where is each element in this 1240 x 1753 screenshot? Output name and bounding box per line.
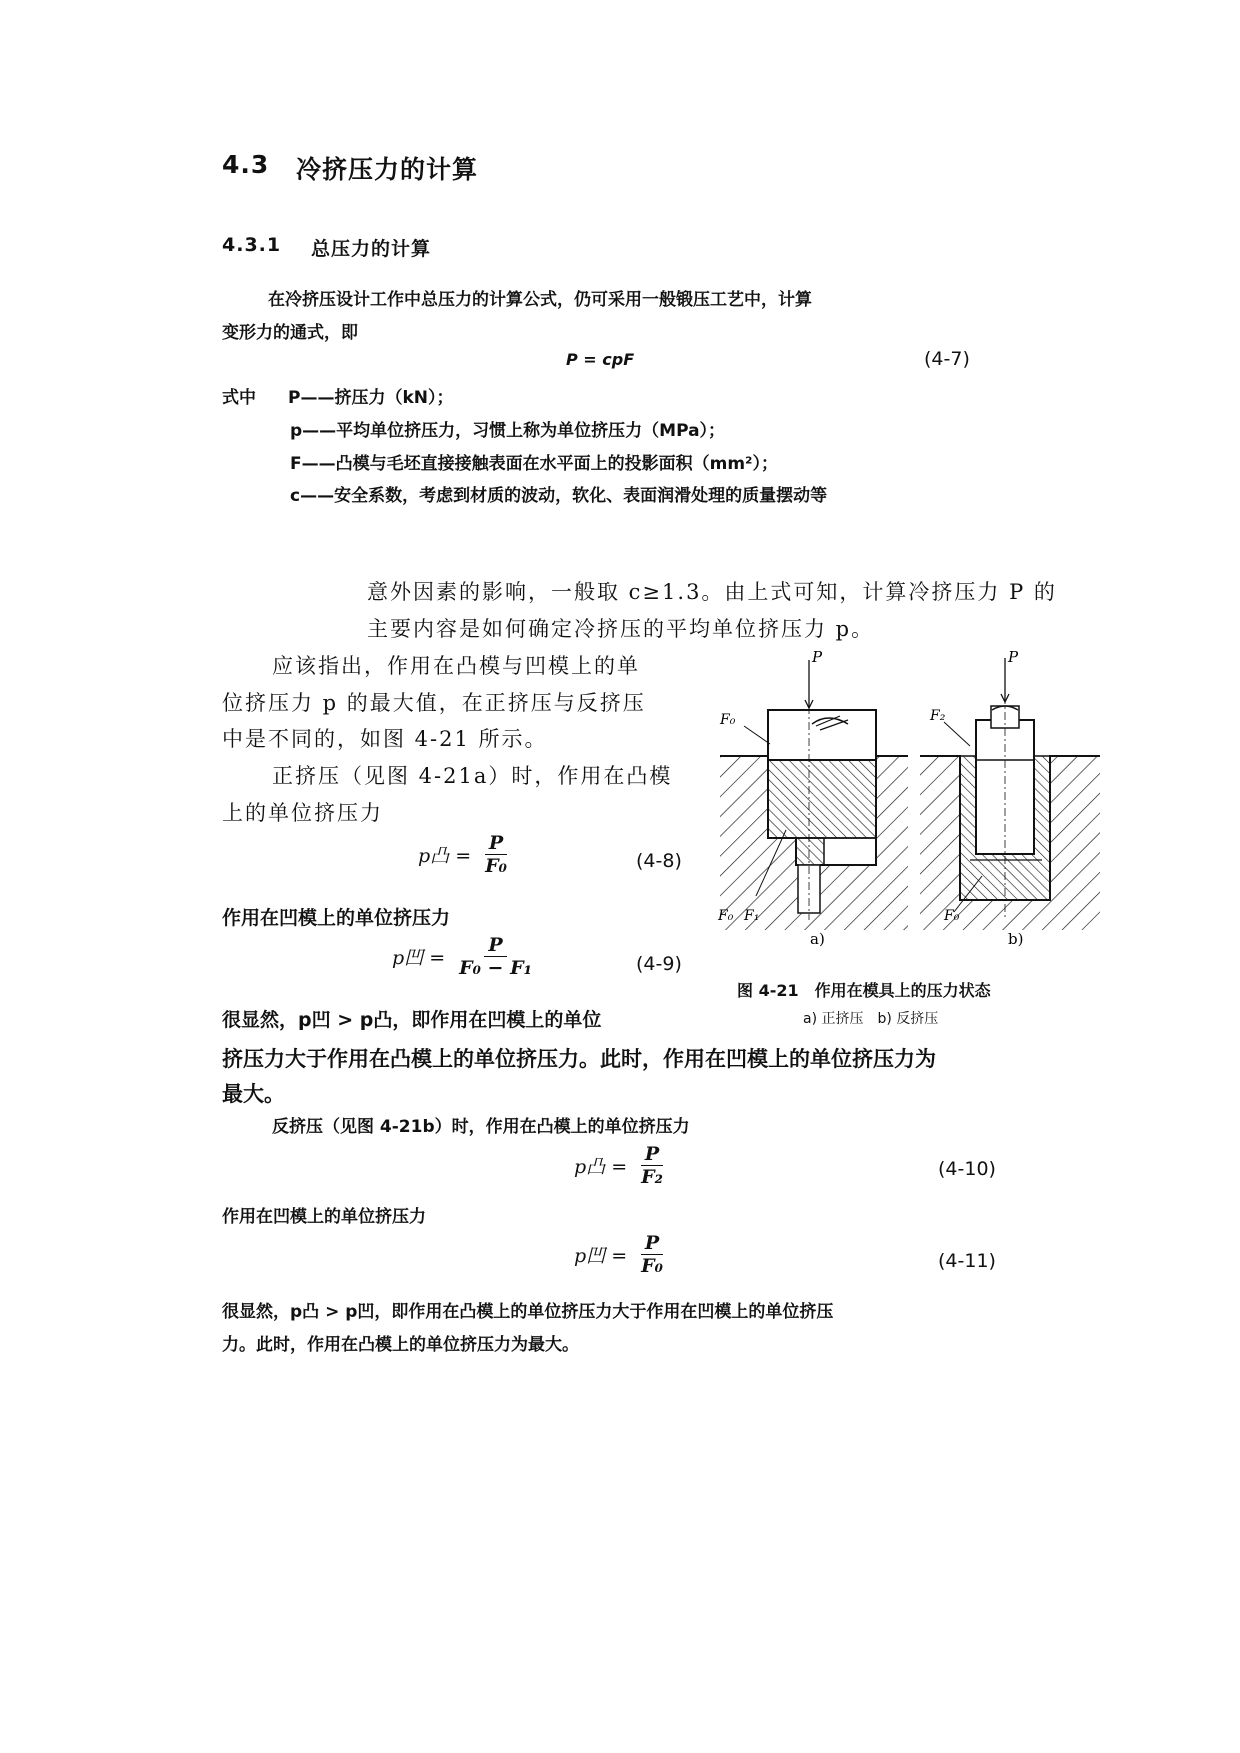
eq410-numerator: P — [641, 1143, 663, 1166]
label-F2: F₂ — [930, 708, 946, 724]
label-F0-a-top: F₀ — [720, 712, 736, 728]
equation-4-11-number: (4-11) — [938, 1250, 996, 1272]
left-line-7: 很显然，p凹 > p凸，即作用在凹模上的单位 — [222, 1009, 602, 1031]
section-number: 4.3 — [222, 150, 270, 179]
eq48-lhs: p凸 = — [418, 845, 472, 867]
left-line-3: 中是不同的，如图 4-21 所示。 — [222, 727, 548, 751]
equation-4-8 — [418, 832, 511, 877]
eq49-lhs: p凹 = — [392, 947, 446, 969]
label-F0-a-bottom: F₀ — [718, 908, 734, 924]
after-line-1: 挤压力大于作用在凸模上的单位挤压力。此时，作用在凹模上的单位挤压力为 — [222, 1047, 936, 1071]
label-F1: F₁ — [744, 908, 760, 924]
section-title: 冷挤压力的计算 — [296, 155, 479, 184]
intro-line-1: 在冷挤压设计工作中总压力的计算公式，仍可采用一般锻压工艺中，计算 — [268, 290, 812, 310]
equation-4-7: P = cpF — [566, 350, 635, 369]
eq411-denominator: F₀ — [641, 1255, 663, 1277]
label-b: b) — [1008, 930, 1024, 948]
left-line-2: 位挤压力 p 的最大值，在正挤压与反挤压 — [222, 691, 646, 715]
after-line-4: 作用在凹模上的单位挤压力 — [222, 1207, 426, 1227]
eq49-numerator: P — [484, 934, 506, 957]
cont-line-2: 主要内容是如何确定冷挤压的平均单位挤压力 p。 — [367, 617, 875, 641]
figure-subcaption: a) 正挤压 b) 反挤压 — [803, 1011, 939, 1027]
label-P-b: P — [1008, 650, 1019, 666]
figure-b — [920, 658, 1100, 930]
eq48-numerator: P — [485, 832, 507, 855]
equation-4-10-number: (4-10) — [938, 1158, 996, 1180]
cont-line-1: 意外因素的影响，一般取 c≥1.3。由上式可知，计算冷挤压力 P 的 — [367, 580, 1057, 604]
eq49-denominator: F₀ − F₁ — [459, 957, 532, 979]
equation-4-10 — [574, 1143, 667, 1188]
label-a: a) — [810, 930, 825, 948]
intro-line-2: 变形力的通式，即 — [222, 323, 358, 343]
where-P: P——挤压力（kN）； — [288, 388, 454, 408]
equation-4-9 — [392, 934, 536, 979]
left-line-6: 作用在凹模上的单位挤压力 — [222, 907, 451, 929]
equation-4-7-number: (4-7) — [924, 348, 970, 370]
after-line-3: 反挤压（见图 4-21b）时，作用在凸模上的单位挤压力 — [272, 1117, 690, 1137]
billet-a — [768, 760, 876, 838]
left-line-1: 应该指出，作用在凸模与凹模上的单 — [272, 654, 640, 678]
where-c: c——安全系数，考虑到材质的波动，软化、表面润滑处理的质量摆动等 — [290, 486, 828, 506]
eq410-lhs: p凸 = — [574, 1156, 628, 1178]
left-line-4: 正挤压（见图 4-21a）时，作用在凸模 — [272, 764, 673, 788]
punch-a — [768, 710, 876, 760]
figure-a — [720, 660, 908, 930]
where-p: p——平均单位挤压力，习惯上称为单位挤压力（MPa）； — [290, 421, 726, 441]
where-F: F——凸模与毛坯直接接触表面在水平面上的投影面积（mm²）； — [290, 454, 778, 474]
subsection-number: 4.3.1 — [222, 234, 282, 256]
after-line-5: 很显然，p凸 > p凹，即作用在凸模上的单位挤压力大于作用在凹模上的单位挤压 — [222, 1302, 834, 1322]
equation-4-11 — [574, 1232, 667, 1277]
label-P-a: P — [812, 650, 823, 666]
where-lead: 式中 — [222, 388, 256, 408]
eq411-lhs: p凹 = — [574, 1245, 628, 1267]
label-F0-b: F₀ — [944, 908, 960, 924]
left-line-5: 上的单位挤压力 — [222, 801, 383, 825]
eq410-denominator: F₂ — [641, 1166, 663, 1188]
subsection-title: 总压力的计算 — [311, 238, 432, 260]
figure-4-21 — [708, 650, 1108, 950]
eq411-numerator: P — [641, 1232, 663, 1255]
equation-4-8-number: (4-8) — [636, 850, 682, 872]
figure-caption: 图 4-21 作用在模具上的压力状态 — [737, 981, 991, 1000]
after-line-2: 最大。 — [222, 1082, 285, 1106]
after-line-6: 力。此时，作用在凸模上的单位挤压力为最大。 — [222, 1335, 579, 1355]
equation-4-9-number: (4-9) — [636, 953, 682, 975]
eq48-denominator: F₀ — [485, 855, 507, 877]
